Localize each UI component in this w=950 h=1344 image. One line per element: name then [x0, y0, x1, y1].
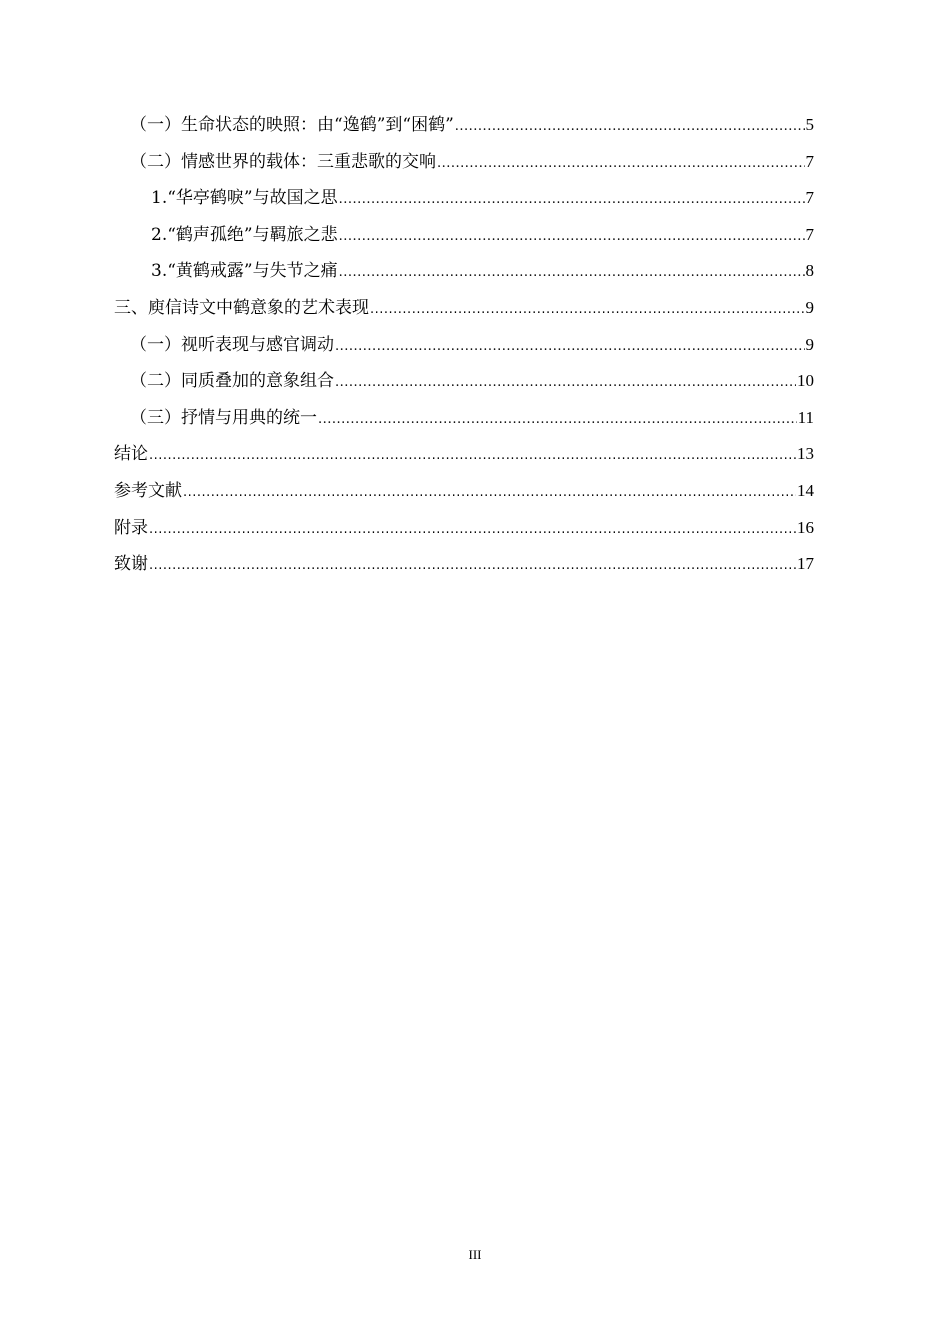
toc-entry-title: 情感世界的载体：三重悲歌的交响	[181, 151, 436, 172]
dot-leader	[318, 412, 797, 427]
toc-entry-number: （一）	[130, 115, 181, 135]
toc-entry-title: 结论	[114, 444, 148, 465]
toc-entry-number: （三）	[130, 407, 181, 428]
toc-entry-page: 5	[805, 115, 814, 134]
toc-entry-page: 7	[805, 188, 814, 208]
toc-entry-page: 14	[797, 480, 814, 500]
toc-entry[interactable]	[114, 366, 814, 403]
toc-entry-page: 11	[797, 407, 814, 427]
dot-leader	[339, 192, 805, 207]
dot-leader	[335, 375, 796, 390]
dot-leader	[183, 485, 796, 500]
toc-entry-title: 致谢	[114, 554, 148, 575]
toc-entry-page: 9	[805, 297, 814, 317]
toc-entry[interactable]	[114, 293, 814, 330]
toc-entry[interactable]	[114, 110, 814, 147]
toc-entry-page: 10	[797, 371, 814, 391]
dot-leader	[339, 265, 805, 280]
toc-entry-page: 9	[805, 334, 814, 354]
toc-entry-title: “黄鹤戒露”与失节之痛	[167, 261, 338, 282]
toc-entry-title: 同质叠加的意象组合	[181, 371, 334, 392]
toc-entry[interactable]	[114, 439, 814, 476]
dot-leader	[455, 119, 805, 134]
toc-entry-title: 参考文献	[114, 480, 182, 501]
toc-entry-number: 2.	[151, 224, 168, 245]
toc-entry-page: 7	[805, 151, 814, 171]
toc-entry[interactable]	[114, 476, 814, 513]
table-of-contents	[114, 110, 814, 586]
toc-entry[interactable]	[114, 549, 814, 586]
toc-entry-page: 8	[805, 261, 814, 281]
toc-entry-title: “华亭鹤唳”与故国之思	[167, 188, 338, 209]
dot-leader	[339, 229, 805, 244]
toc-entry-title: 生命状态的映照：由“逸鹤”到“困鹤”	[181, 115, 454, 135]
toc-entry-number: （一）	[130, 334, 181, 355]
toc-entry[interactable]	[114, 256, 814, 293]
dot-leader	[149, 558, 796, 573]
toc-entry[interactable]	[114, 183, 814, 220]
toc-entry-page: 16	[797, 517, 814, 537]
toc-entry[interactable]	[114, 220, 814, 257]
toc-entry-number: （二）	[130, 151, 181, 172]
toc-entry[interactable]	[114, 403, 814, 440]
dot-leader	[149, 448, 796, 463]
dot-leader	[335, 339, 805, 354]
dot-leader	[437, 156, 805, 171]
toc-entry-title: 抒情与用典的统一	[181, 407, 317, 428]
toc-entry-number: 1.	[151, 188, 168, 209]
toc-entry[interactable]	[114, 513, 814, 550]
toc-entry-number: （二）	[130, 371, 181, 392]
toc-entry-page: 17	[797, 554, 814, 574]
toc-entry-title: 视听表现与感官调动	[181, 334, 334, 355]
toc-entry-title: 附录	[114, 517, 148, 538]
toc-entry[interactable]	[114, 147, 814, 184]
dot-leader	[370, 302, 805, 317]
toc-entry-title: “鹤声孤绝”与羁旅之悲	[167, 224, 338, 245]
toc-entry-number: 三、	[114, 297, 148, 318]
page-footer-number: III	[468, 1247, 482, 1262]
toc-entry[interactable]	[114, 330, 814, 367]
toc-entry-title: 庾信诗文中鹤意象的艺术表现	[148, 297, 369, 318]
dot-leader	[149, 522, 796, 537]
toc-entry-page: 7	[805, 224, 814, 244]
toc-entry-page: 13	[797, 444, 814, 464]
toc-entry-number: 3.	[151, 261, 168, 282]
